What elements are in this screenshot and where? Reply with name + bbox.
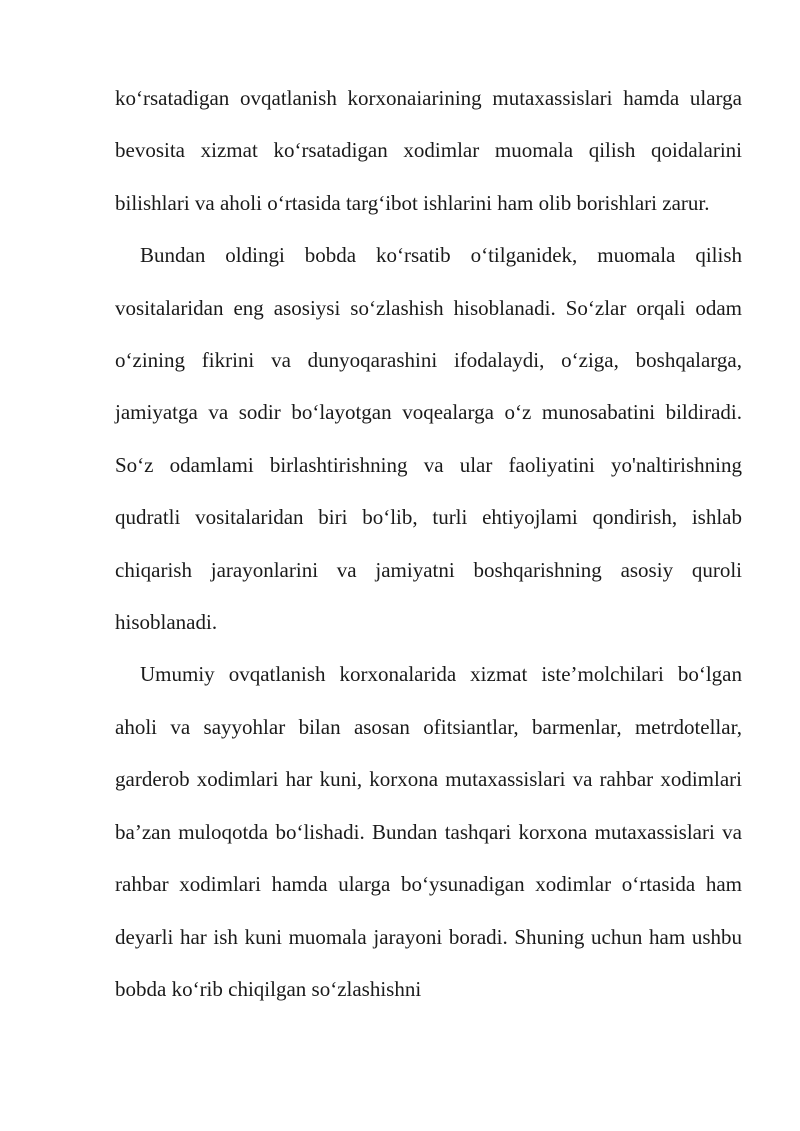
body-text [115, 72, 742, 1015]
paragraph-continuation: ko‘rsatadigan ovqatlanish korxonaiarining mutaxassislari hamda ularga bevosita xizmat ko‘rsatadigan xodimlar muomala qilish qoidalarini bilishlari va aholi o‘rtasida targ‘ibot ishlarini ham olib borishlari zarur. [115, 86, 742, 215]
paragraph-catering-staff: Umumiy ovqatlanish korxonalarida xizmat iste’molchilari bo‘lgan aholi va sayyohlar bilan asosan ofitsiantlar, barmenlar, metrdotellar, garderob xodimlari har kuni, korxona mutaxassislari va rahbar xodimlari ba’zan muloqotda bo‘lishadi. Bundan tashqari korxona mutaxassislari va rahbar xodimlari hamda ularga bo‘ysunadigan xodimlar o‘rtasida ham deyarli har ish kuni muomala jarayoni boradi. Shuning uchun ham ushbu bobda ko‘rib chiqilgan so‘zlashishni [115, 662, 742, 1001]
paragraph-speech-means: Bundan oldingi bobda ko‘rsatib o‘tilganidek, muomala qilish vositalaridan eng asosiysi so‘zlashish hisoblanadi. So‘zlar orqali odam o‘zining fikrini va dunyoqarashini ifodalaydi, o‘ziga, boshqalarga, jamiyatga va sodir bo‘layotgan voqealarga o‘z munosabatini bildiradi. So‘z odamlami birlashtirishning va ular faoliyatini yo'naltirishning qudratli vositalaridan biri bo‘lib, turli ehtiyojlami qondirish, ishlab chiqarish jarayonlarini va jamiyatni boshqarishning asosiy quroli hisoblanadi. [115, 243, 742, 635]
